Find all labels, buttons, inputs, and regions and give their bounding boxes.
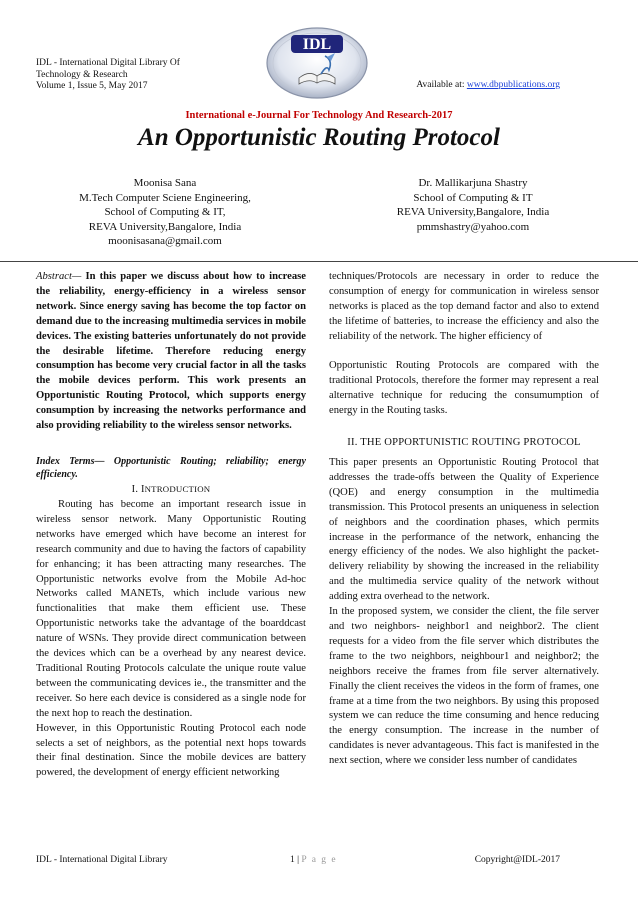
author-name: Moonisa Sana [133,177,197,189]
paragraph: Routing has become an important research issue in wireless sensor network. Many Opportunistic Routing networks have emerged which have become an interest for research community and due to having the factors of capability for enhancing; it has been attracting many researches. The Opportunistic networks evolve from the Mobile Ad-hoc Networks called MANETs, which include various new functionalities that make them efficient use. These Opportunistic networks take the advantage of the boarddcast nature of WSNs. They provide direct communication between the devices which can be a overhead by any nearest device. Traditional Routing Protocols calculate the unique route value between the communicating devices ie., the transmitter and the receiver. So here each device is considered as a single node for the next hop to reach the destination. [36,499,306,719]
page-separator: | [294,855,302,865]
idl-logo [265,26,369,100]
abstract-text: In this paper we discuss about how to increase the reliability, energy-efficiency in a wireless sensor network. Since energy saving has become the top factor on demand due to the increasing multimedia services in mobile devices. The existing batteries unfortunately do not provide the desirable lifetime. Therefore reducing energy consumption has become very crucial factor in all the tasks the mobile devices perform. This work presents an Opportunistic Routing Protocol, which supports energy consumption by increasing the networks performance and also providing reliability to the wireless sensor networks. [36,271,306,432]
author-affiliation: M.Tech Computer Sciene Engineering, [79,191,251,204]
available-label: Available at: [416,80,465,90]
index-terms-label: Index Terms— [36,456,105,467]
paper-title: An Opportunistic Routing Protocol [138,124,500,151]
author-affiliation: REVA University,Bangalore, India [396,206,550,218]
page-number [290,855,337,865]
journal-header [36,58,180,93]
introduction-body [36,498,306,781]
publisher-link[interactable]: www.dbpublications.org [466,80,560,90]
index-terms-text: Opportunistic Routing; reliability; energy efficiency. [36,456,306,480]
paragraph: Opportunistic Routing Protocols are compared with the traditional Protocols, therefore the former may represent a real alternative technique for reducing the consumumption of energy in the Routing tasks. [329,360,599,417]
section-heading-opportunistic-routing: II. THE OPPORTUNISTIC ROUTING PROTOCOL [347,437,581,448]
availability-line [416,80,560,90]
section-heading-introduction [36,484,306,495]
author-affiliation: School of Computing & IT, [104,206,226,218]
author-email: moonisasana@gmail.com [108,235,222,247]
index-terms [36,455,306,481]
header-divider [0,261,638,262]
header-line-1: IDL - International Digital Library Of [36,58,180,68]
abstract-label: Abstract— [36,271,82,282]
author-block-1 [30,176,300,249]
paragraph: However, in this Opportunistic Routing Protocol each node selects a set of neighbors, as the potential next hops towards their final destination. Since the mobile devices are battery powered, the development of energy efficient networking [36,722,306,779]
page-num: 1 [290,855,295,865]
author-email: pmmshastry@yahoo.com [416,220,530,233]
paragraph: In the proposed system, we consider the client, the file server and two neighbors- neighbor1 and neighbor2. The client requests for a video from the file server which distributes the frame to the two neighbors, neighbour1 and neighbor2; the neighbors receive the frames from file server alternatively. Finally the client receives the videos in the form of frames, one frame at a time from the two neighbors. By using this proposed system we can reduce the time consuming and hence reducing the energy consumption. The increase in the number of candidates is never advantageous. This fact is manifested in the next section, where we consider less number of candidates [329,606,599,767]
paragraph: techniques/Protocols are necessary in order to reduce the consumption of energy for communication in wireless sensor networks is placed as the top demand factor and also to extend the lifetime of batteries, to increase the efficiency and also the reliability of the network. The higher efficiency of [329,271,599,342]
author-block-2 [345,176,601,234]
right-column-continuation [329,270,599,434]
section-title-rest: NTRODUCTION [144,484,211,494]
author-affiliation: REVA University,Bangalore, India [88,220,242,233]
page-word: P a g e [301,855,338,865]
section-number: I. [131,484,139,495]
section-initial: I [140,484,145,495]
abstract [36,270,306,434]
footer-left: IDL - International Digital Library [36,855,168,865]
footer-copyright: Copyright@IDL-2017 [474,855,560,865]
journal-line: International e-Journal For Technology And Research-2017 [185,110,453,121]
paragraph: This paper presents an Opportunistic Routing Protocol that addresses the trade-offs between the Quality of Experience (QOE) and energy consumption in the multimedia transmission. This Protocol presents an uniqueness in selection of neighbors and the coordination phases, which permits increase in the performance of the network, enhancing the energy efficiency of the nodes. We also highlight the packet-delivery reliability by showing the increased in the reliability and the multimedia service quality of the network without adding extra overhead to the network. [329,457,599,603]
logo-text: IDL [302,36,332,53]
author-name: Dr. Mallikarjuna Shastry [418,177,528,189]
section-2-body [329,456,599,769]
header-line-3: Volume 1, Issue 5, May 2017 [36,81,148,91]
author-affiliation: School of Computing & IT [413,191,533,204]
header-line-2: Technology & Research [36,69,128,80]
